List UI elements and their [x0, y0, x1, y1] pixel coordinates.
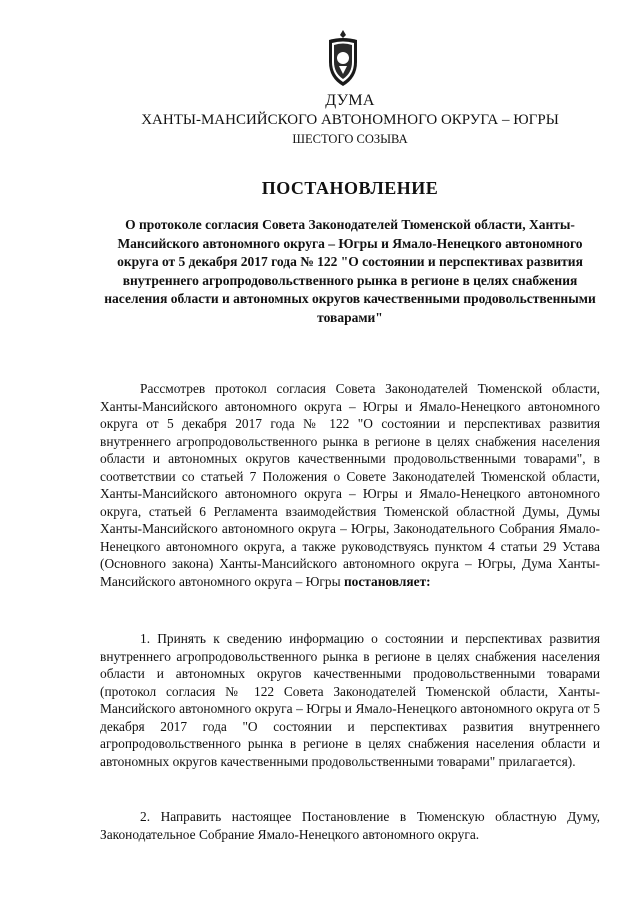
- duma-title: ДУМА: [325, 92, 375, 109]
- coat-of-arms-icon: [325, 28, 361, 88]
- preamble-text: Рассмотрев протокол согласия Совета Законодателей Тюменской области, Ханты-Мансийского автономного округа – Югры и Ямало-Ненецкого автономного округа от 5 декабря 2017 года № 122 "О состоянии и перспективах развития внутреннего агропродовольственного рынка в регионе в целях снабжения населения области и автономных округов качественными продовольственными товарами", в соответствии со статьей 7 Положения о Совете Законодателей Тюменской области, Ханты-Мансийского автономного округа – Югры и Ямало-Ненецкого автономного округа, статьей 6 Регламента взаимодействия Тюменской областной Думы, Думы Ханты-Мансийского автономного округа – Югры, Законодательного Собрания Ямало-Ненецкого автономного округа, а также руководствуясь пунктом 4 статьи 29 Устава (Основного закона) Ханты-Мансийского автономного округа – Югры, Дума Ханты-Мансийского автономного округа – Югры: [100, 381, 600, 589]
- preamble-paragraph: [100, 380, 600, 590]
- resolution-item-1: 1. Принять к сведению информацию о состоянии и перспективах развития внутреннего агропродовольственного рынка в регионе в целях снабжения населения области и автономных округов качественными продовольственными товарами (протокол согласия № 122 Совета Законодателей Тюменской области, Ханты-Мансийского автономного округа – Югры и Ямало-Ненецкого автономного округа от 5 декабря 2017 года "О состоянии и перспективах развития внутреннего агропродовольственного рынка в регионе в целях снабжения населения области и автономных округов качественными продовольственными товарами" прилагается).: [100, 631, 600, 769]
- document-type-heading: ПОСТАНОВЛЕНИЕ: [261, 178, 439, 198]
- document-subject: О протоколе согласия Совета Законодателей Тюменской области, Ханты-Мансийского автономного округа – Югры и Ямало-Ненецкого автономного округа от 5 декабря 2017 года № 122 "О состоянии и перспективах развития внутреннего агропродовольственного рынка в регионе в целях снабжения населения области и автономных округов качественными продовольственными товарами": [104, 217, 596, 325]
- coat-of-arms-emblem: [325, 28, 361, 88]
- resolves-word: постановляет:: [343, 573, 431, 589]
- resolution-item-2: 2. Направить настоящее Постановление в Тюменскую областную Думу, Законодательное Собрание Ямало-Ненецкого автономного округа.: [100, 809, 600, 842]
- organization-name: ХАНТЫ-МАНСИЙСКОГО АВТОНОМНОГО ОКРУГА – ЮГРЫ: [141, 112, 559, 128]
- convocation-label: ШЕСТОГО СОЗЫВА: [292, 132, 408, 146]
